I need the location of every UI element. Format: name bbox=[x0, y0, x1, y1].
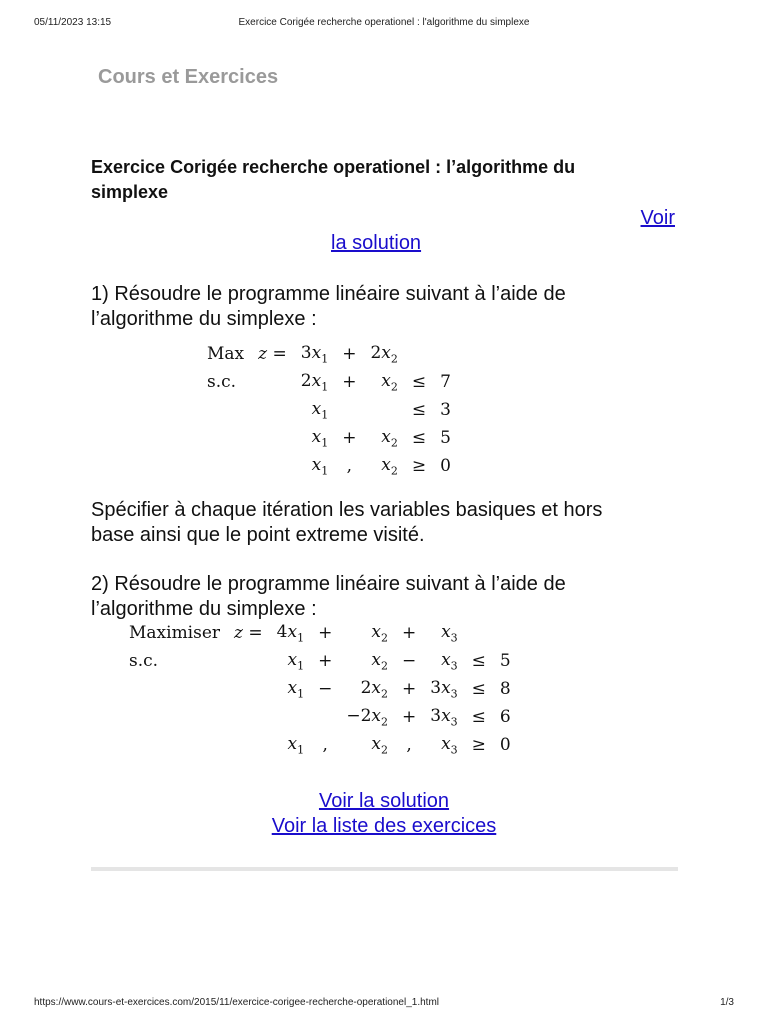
maximiser-label: Maximiser bbox=[129, 623, 221, 643]
sc-label: s.c. bbox=[129, 651, 159, 671]
question-2: 2) Résoudre le programme linéaire suivant à l’aide de l’algorithme du simplexe : bbox=[91, 573, 566, 620]
voir-solution-link[interactable]: Voir la solution bbox=[318, 790, 450, 812]
voir-solution-link-top-cont[interactable]: la solution bbox=[331, 232, 422, 254]
specification-text: Spécifier à chaque itération les variables basiques et hors base ainsi que le point extreme visité. bbox=[91, 499, 603, 546]
article-title: Exercice Corigée recherche operationel : l’algorithme du simplexe bbox=[91, 157, 576, 202]
linear-program-2: Maximiser z = $4x_1$ + $x_2$ + $x_3$ s.c. $x_1$ + $x_2$ − $x_3$ ≤ 5 $x_1$ − $2x_2$ + $3x_3$ ≤ 8 $-2x_2$ + $3x_3$ ≤ 6 $x_1$ , $x_2$ , $x_3$ ≥ 0 bbox=[122, 619, 518, 759]
max-label: Max bbox=[207, 344, 245, 364]
question-1: 1) Résoudre le programme linéaire suivant à l’aide de l’algorithme du simplexe : bbox=[91, 283, 566, 330]
divider bbox=[91, 867, 678, 871]
print-page-number: 1/3 bbox=[720, 997, 734, 1008]
voir-liste-exercices-link[interactable]: Voir la liste des exercices bbox=[271, 815, 497, 837]
print-url: https://www.cours-et-exercices.com/2015/11/exercice-corigee-recherche-operationel_1.html bbox=[34, 997, 439, 1008]
bottom-links bbox=[0, 789, 768, 839]
print-page-title: Exercice Corigée recherche operationel : l'algorithme du simplexe bbox=[238, 17, 530, 28]
linear-program-1: Max z = $3x_1$ + $2x_2$ s.c. $2x_1$ + $x_2$ ≤ 7 $x_1$ ≤ 3 $x_1$ + $x_2$ ≤ 5 $x_1$ , $x_2$ ≥ 0 bbox=[200, 340, 458, 480]
sc-label: s.c. bbox=[207, 372, 237, 392]
site-title[interactable]: Cours et Exercices bbox=[98, 66, 279, 88]
print-datetime: 05/11/2023 13:15 bbox=[34, 17, 112, 28]
objective-lhs: z = bbox=[258, 344, 287, 364]
voir-solution-link-top[interactable]: Voir bbox=[640, 207, 675, 229]
